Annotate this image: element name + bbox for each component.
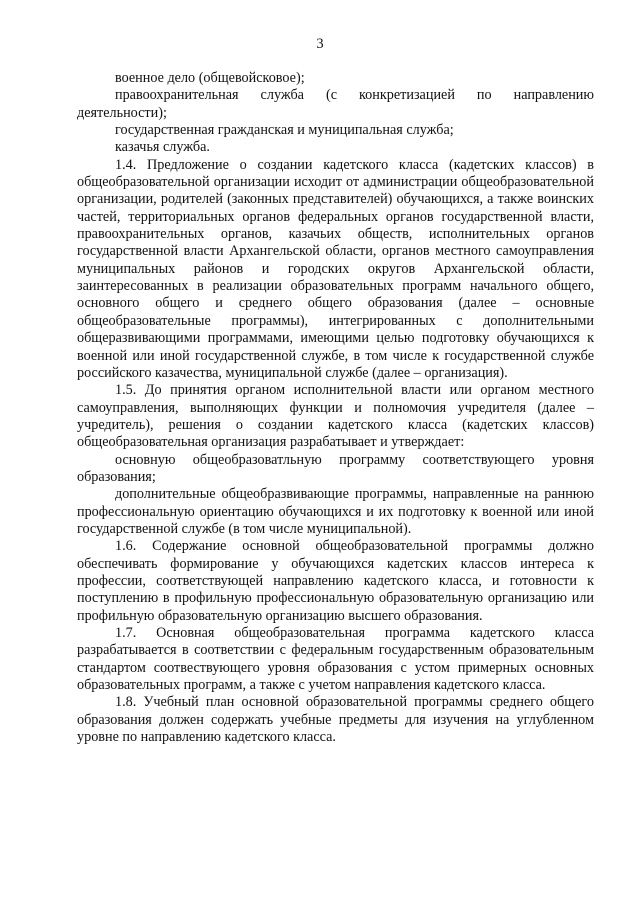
- page-number: 3: [316, 36, 324, 52]
- document-body: [77, 70, 594, 746]
- list-item-cossack-service: казачья служба.: [115, 139, 210, 156]
- list-item-military: военное дело (общевойсковое);: [115, 70, 305, 86]
- paragraph-1-7: 1.7. Основная общеобразовательная программа кадетского класса разрабатывается в соответствии с федеральным государственным образовательным стандартом соотвествующего уровня образования с устом примерных основных образовательных программ, а также с учетом направления кадетского класса.: [77, 625, 594, 694]
- list-item-law-enforcement: правоохранительная служба (с конкретизацией по направлению деятельности);: [77, 87, 594, 121]
- paragraph-1-4: 1.4. Предложение о создании кадетского класса (кадетских классов) в общеобразовательной организации исходит от администрации общеобразовательной организации, родителей (законных представителей) обучающихся, а также воинских частей, территориальных органов федеральных органов государственной власти, правоохранительных органов, казачьих обществ, исполнительных органов государственной власти Архангельской области, органов местного самоуправления муниципальных районов и городских округов Архангельской области, заинтересованных в реализации образовательных программ начального общего, основного общего и среднего общего образования (далее – основные общеобразовательные программы), интегрированных с дополнительными общеразвивающими программами, имеющими целью подготовку обучающихся к военной или иной государственной службе, в том числе к государственной службе российского казачества, муниципальной службе (далее – организация).: [77, 156, 594, 381]
- paragraph-1-8: 1.8. Учебный план основной образовательной программы среднего общего образования должен содержать учебные предметы для изучения на углубленном уровне по направлению кадетского класса.: [77, 694, 594, 746]
- list-item-additional-programs: дополнительные общеобразвивающие программы, направленные на раннюю профессиональную ориентацию обучающихся и их подготовку к военной или иной государственной службе (в том числе муниципальной).: [77, 486, 594, 537]
- paragraph-1-5: 1.5. До принятия органом исполнительной власти или органом местного самоуправления, выполняющих функции и полномочия учредителя (далее – учредитель), решения о создании кадетского класса (кадетских классов) общеобразовательная организация разрабатывает и утверждает:: [77, 382, 594, 451]
- list-item-civil-service: государственная гражданская и муниципальная служба;: [115, 122, 454, 139]
- list-item-basic-program: основную общеобразоватльную программу соответствующего уровня образования;: [77, 451, 594, 485]
- paragraph-1-6: 1.6. Содержание основной общеобразовательной программы должно обеспечивать формирование у обучающихся кадетских классов интереса к профессии, соответствующей направлению кадетского класса, и готовности к поступлению в профильную профессиональную образовательную организацию или профильную образовательную организацию высшего образования.: [77, 538, 594, 624]
